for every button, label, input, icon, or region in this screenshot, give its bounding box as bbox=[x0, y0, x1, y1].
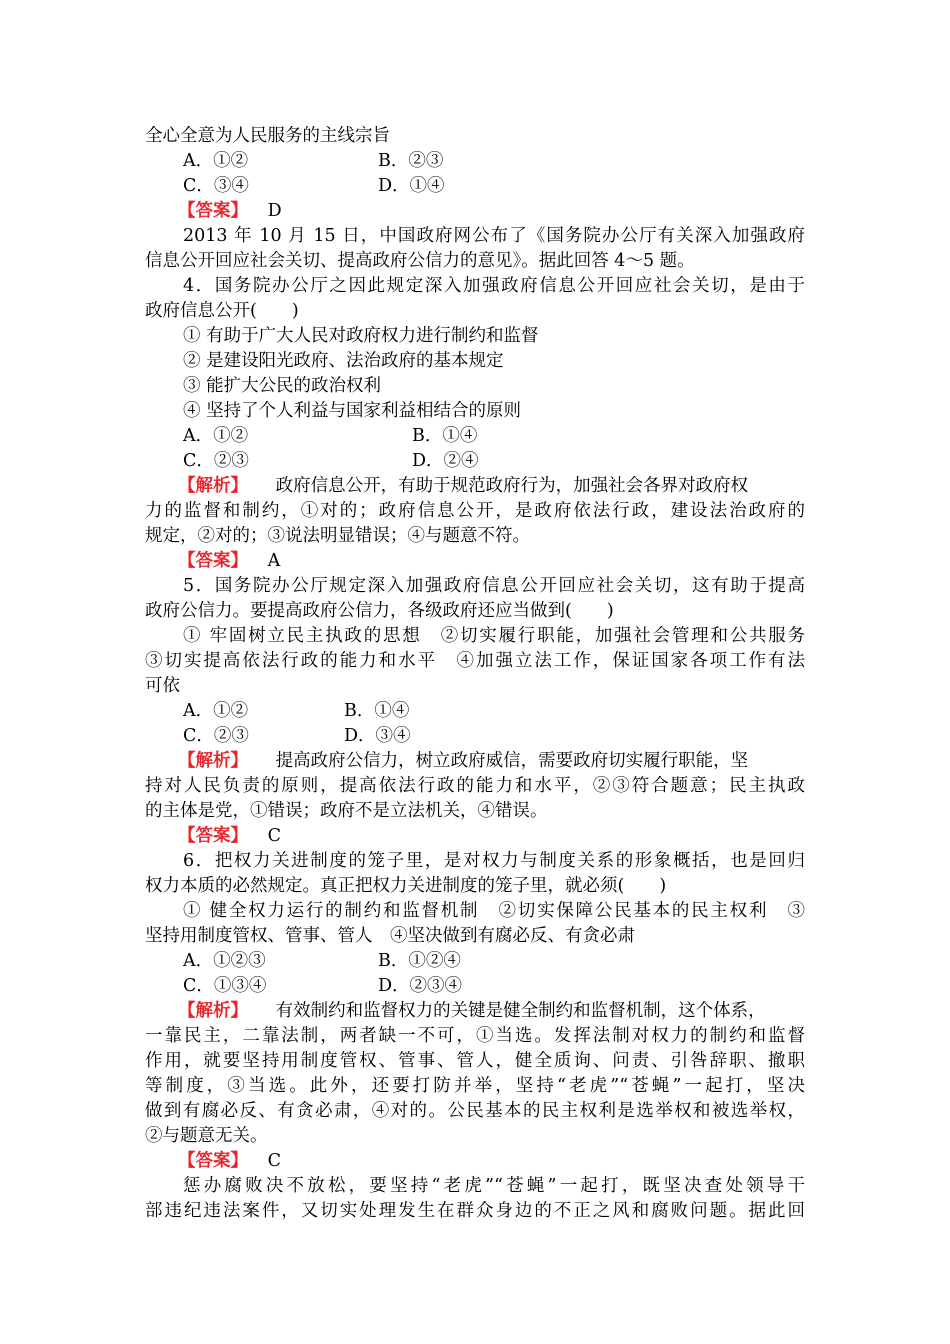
q5-option-a: A．①② bbox=[183, 701, 249, 721]
question-6-stem: 权力本质的必然规定。真正把权力关进制度的笼子里，就必须( ) bbox=[145, 876, 667, 896]
q4-statement: ③ 能扩大公民的政治权利 bbox=[183, 376, 382, 396]
q5-option-d: D．③④ bbox=[344, 726, 411, 746]
intro-line: 信息公开回应社会关切、提高政府公信力的意见》。据此回答 4～5 题。 bbox=[145, 251, 695, 271]
q6-analysis-row bbox=[178, 999, 766, 1023]
q5-statement: ③切实提高依法行政的能力和水平 ④加强立法工作，保证国家各项工作有法 bbox=[145, 651, 805, 671]
answer-value: C bbox=[267, 1151, 281, 1171]
q4-statement: ④ 坚持了个人利益与国家利益相结合的原则 bbox=[183, 401, 522, 421]
q4-option-c: C．②③ bbox=[183, 451, 249, 471]
q5-statement: 可依 bbox=[145, 676, 180, 696]
answer-label: 【答案】 bbox=[178, 551, 248, 571]
q3-option-c: C．③④ bbox=[183, 176, 249, 196]
passage-line: 部违纪违法案件，又切实处理发生在群众身边的不正之风和腐败问题。据此回 bbox=[145, 1201, 805, 1221]
q3-option-b: B．②③ bbox=[378, 151, 444, 171]
analysis-text: 政府信息公开，有助于规范政府行为，加强社会各界对政府权 bbox=[275, 476, 749, 496]
question-6-stem: 6．把权力关进制度的笼子里，是对权力与制度关系的形象概括，也是回归 bbox=[183, 851, 805, 871]
question-4-stem: 4．国务院办公厅之因此规定深入加强政府信息公开回应社会关切，是由于 bbox=[183, 276, 805, 296]
q4-answer-row bbox=[178, 549, 280, 573]
q4-statement: ② 是建设阳光政府、法治政府的基本规定 bbox=[183, 351, 504, 371]
analysis-text: 一靠民主，二靠法制，两者缺一不可，①当选。发挥法制对权力的制约和监督 bbox=[145, 1026, 805, 1046]
analysis-label: 【解析】 bbox=[178, 1001, 248, 1021]
q4-option-a: A．①② bbox=[183, 426, 249, 446]
q6-option-c: C．①③④ bbox=[183, 976, 267, 996]
q4-option-b: B．①④ bbox=[412, 426, 478, 446]
q5-option-b: B．①④ bbox=[344, 701, 410, 721]
q6-option-b: B．①②④ bbox=[378, 951, 461, 971]
q5-statement: ① 牢固树立民主执政的思想 ②切实履行职能，加强社会管理和公共服务 bbox=[183, 626, 805, 646]
analysis-text: 持对人民负责的原则，提高依法行政的能力和水平，②③符合题意；民主执政 bbox=[145, 776, 805, 796]
analysis-text: 做到有腐必反、有贪必肃，④对的。公民基本的民主权利是选举权和被选举权， bbox=[145, 1101, 805, 1121]
q6-option-d: D．②③④ bbox=[378, 976, 463, 996]
analysis-text: 有效制约和监督权力的关键是健全制约和监督机制，这个体系， bbox=[275, 1001, 766, 1021]
answer-value: D bbox=[267, 201, 282, 221]
question-5-stem: 5．国务院办公厅规定深入加强政府信息公开回应社会关切，这有助于提高 bbox=[183, 576, 805, 596]
answer-label: 【答案】 bbox=[178, 826, 248, 846]
q5-analysis-row bbox=[178, 749, 748, 773]
analysis-text: 的主体是党，①错误；政府不是立法机关，④错误。 bbox=[145, 801, 548, 821]
answer-label: 【答案】 bbox=[178, 201, 248, 221]
passage-line: 惩办腐败决不放松，要坚持“老虎”“苍蝇”一起打，既坚决查处领导干 bbox=[183, 1176, 805, 1196]
q4-analysis-row bbox=[178, 474, 748, 498]
answer-value: C bbox=[267, 826, 281, 846]
q6-statement: 坚持用制度管权、管事、管人 ④坚决做到有腐必反、有贪必肃 bbox=[145, 926, 635, 946]
q5-option-c: C．②③ bbox=[183, 726, 249, 746]
analysis-text: 等制度，③当选。此外，还要打防并举，坚持“老虎”“苍蝇”一起打，坚决 bbox=[145, 1076, 805, 1096]
question-5-stem: 政府公信力。要提高政府公信力，各级政府还应当做到( ) bbox=[145, 601, 614, 621]
q3-option-d: D．①④ bbox=[378, 176, 445, 196]
question-4-stem: 政府信息公开( ) bbox=[145, 301, 299, 321]
q3-answer-row bbox=[178, 199, 282, 223]
q4-option-d: D．②④ bbox=[412, 451, 479, 471]
analysis-text: 力的监督和制约，①对的；政府信息公开，是政府依法行政，建设法治政府的 bbox=[145, 501, 805, 521]
analysis-text: 作用，就要坚持用制度管权、管事、管人，健全质询、问责、引咎辞职、撤职 bbox=[145, 1051, 805, 1071]
analysis-label: 【解析】 bbox=[178, 751, 248, 771]
q6-statement: ① 健全权力运行的制约和监督机制 ②切实保障公民基本的民主权利 ③ bbox=[183, 901, 805, 921]
text-line: 全心全意为人民服务的主线宗旨 bbox=[145, 126, 390, 146]
q4-statement: ① 有助于广大人民对政府权力进行制约和监督 bbox=[183, 326, 539, 346]
intro-line: 2013 年 10 月 15 日，中国政府网公布了《国务院办公厅有关深入加强政府 bbox=[183, 226, 805, 246]
analysis-text: 规定，②对的；③说法明显错误；④与题意不符。 bbox=[145, 526, 530, 546]
analysis-label: 【解析】 bbox=[178, 476, 248, 496]
q6-option-a: A．①②③ bbox=[183, 951, 266, 971]
analysis-text: ②与题意无关。 bbox=[145, 1126, 268, 1146]
analysis-text: 提高政府公信力，树立政府威信，需要政府切实履行职能，坚 bbox=[275, 751, 749, 771]
q5-answer-row bbox=[178, 824, 281, 848]
answer-value: A bbox=[267, 551, 281, 571]
q3-option-a: A．①② bbox=[183, 151, 249, 171]
answer-label: 【答案】 bbox=[178, 1151, 248, 1171]
q6-answer-row bbox=[178, 1149, 281, 1173]
